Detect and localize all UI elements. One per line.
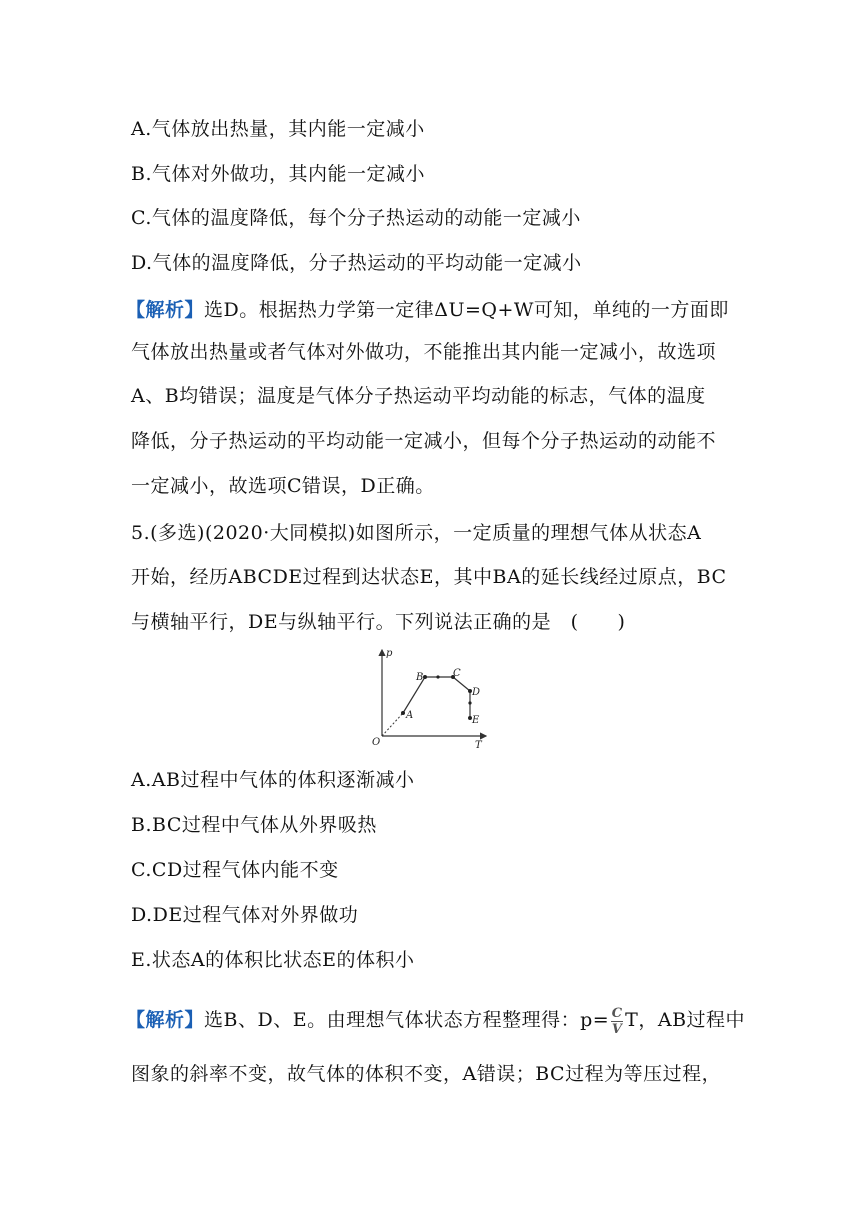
q4-option-b: B.气体对外做功，其内能一定减小 (131, 163, 426, 185)
origin-label: O (372, 737, 381, 748)
q5-stem-line-2: 开始，经历ABCDE过程到达状态E，其中BA的延长线经过原点，BC (131, 566, 727, 588)
label-a: A (406, 710, 414, 721)
point-mid-bc (436, 675, 439, 678)
q5-option-d: D.DE过程气体对外界做功 (131, 904, 359, 926)
q5-analysis-pre: 选B、D、E。由理想气体状态方程整理得：p= (204, 1009, 610, 1031)
p-t-diagram (370, 644, 490, 750)
x-axis-label: T (475, 740, 482, 750)
q5-analysis-line-2: 图象的斜率不变，故气体的体积不变，A错误；BC过程为等压过程， (131, 1063, 722, 1085)
label-c: C (453, 668, 461, 679)
q5-stem-line-3: 与横轴平行，DE与纵轴平行。下列说法正确的是 ( ) (131, 611, 626, 633)
q4-analysis-line-5: 一定减小，故选项C错误，D正确。 (131, 475, 435, 497)
q4-analysis-line-1 (126, 298, 729, 322)
fraction-denominator: V (611, 1021, 623, 1037)
point-a (401, 711, 405, 715)
label-d: D (472, 687, 481, 698)
q4-analysis-line-3: A、B均错误；温度是气体分子热运动平均动能的标志，气体的温度 (131, 385, 706, 407)
formula-fraction (611, 1007, 623, 1036)
q5-stem-line-1: 5.(多选)(2020·大同模拟)如图所示，一定质量的理想气体从状态A (131, 522, 702, 544)
segment-cd (453, 677, 470, 691)
q5-analysis-post: T，AB过程中 (625, 1009, 746, 1031)
q5-option-c: C.CD过程气体内能不变 (131, 859, 339, 881)
q5-option-e: E.状态A的体积比状态E的体积小 (131, 949, 415, 971)
q5-option-a: A.AB过程中气体的体积逐渐减小 (131, 769, 415, 791)
origin-extension-line (382, 713, 403, 736)
fraction-numerator: C (611, 1005, 623, 1021)
q4-analysis-text: 选D。根据热力学第一定律ΔU=Q+W可知，单纯的一方面即 (204, 299, 729, 321)
q5-analysis-tag: 【解析】 (126, 1009, 205, 1031)
q4-option-a: A.气体放出热量，其内能一定减小 (131, 118, 425, 140)
q5-option-b: B.BC过程中气体从外界吸热 (131, 814, 377, 836)
q5-analysis-line-1 (126, 1000, 745, 1040)
point-b (423, 675, 427, 679)
q4-analysis-line-2: 气体放出热量或者气体对外做功，不能推出其内能一定减小，故选项 (131, 341, 717, 363)
q4-analysis-tag: 【解析】 (126, 299, 205, 321)
point-mid-de (468, 701, 471, 704)
y-axis-label: p (386, 648, 393, 659)
label-b: B (416, 672, 424, 683)
q4-analysis-line-4: 降低，分子热运动的平均动能一定减小，但每个分子热运动的动能不 (131, 430, 717, 452)
q4-option-c: C.气体的温度降低，每个分子热运动的动能一定减小 (131, 207, 581, 229)
label-e: E (472, 715, 480, 726)
q4-option-d: D.气体的温度降低，分子热运动的平均动能一定减小 (131, 252, 582, 274)
